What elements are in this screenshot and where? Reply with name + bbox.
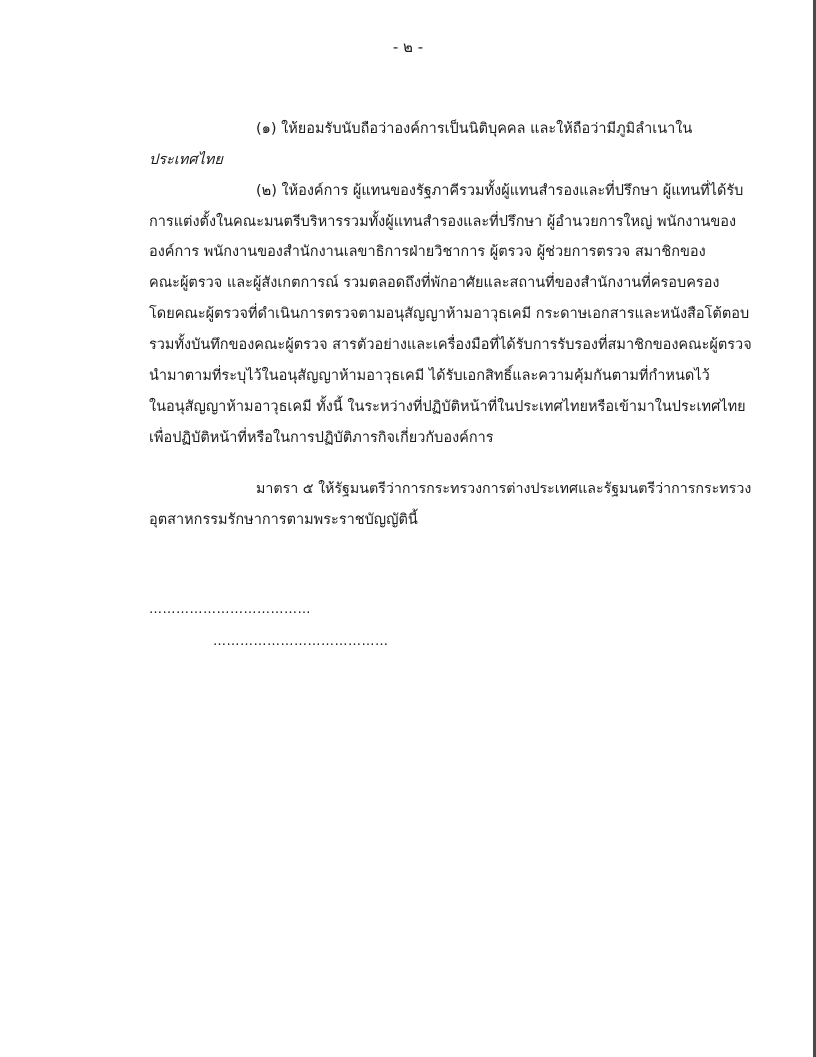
- clause-2-line-7: นำมาตามที่ระบุไว้ในอนุสัญญาห้ามอาวุธเคมี ได้รับเอกสิทธิ์และความคุ้มกันตามที่กำหนดไว้: [149, 368, 710, 384]
- clause-2-line-5: โดยคณะผู้ตรวจที่ดำเนินการตรวจตามอนุสัญญาห้ามอาวุธเคมี กระดาษเอกสารและหนังสือโต้ตอบ: [149, 306, 750, 322]
- page-number: - ๒ -: [392, 38, 424, 56]
- clause-2-line-3: องค์การ พนักงานของสำนักงานเลขาธิการฝ่ายวิชาการ ผู้ตรวจ ผู้ช่วยการตรวจ สมาชิกของ: [149, 244, 706, 260]
- clause-1-line-2: ประเทศไทย: [149, 152, 223, 168]
- name-dotted-line: …………………………………: [213, 634, 389, 649]
- clause-2-line-1: (๒) ให้องค์การ ผู้แทนของรัฐภาคีรวมทั้งผู้แทนสำรองและที่ปรึกษา ผู้แทนที่ได้รับ: [256, 183, 744, 199]
- section-5-line-2: อุตสาหกรรมรักษาการตามพระราชบัญญัตินี้: [149, 512, 418, 528]
- section-5-line-1: มาตรา ๕ ให้รัฐมนตรีว่าการกระทรวงการต่างประเทศและรัฐมนตรีว่าการกระทรวง: [256, 481, 752, 497]
- clause-2-line-6: รวมทั้งบันทึกของคณะผู้ตรวจ สารตัวอย่างและเครื่องมือที่ได้รับการรับรองที่สมาชิกของคณะผู้ตรวจ: [149, 337, 752, 353]
- clause-2-line-4: คณะผู้ตรวจ และผู้สังเกตการณ์ รวมตลอดถึงที่พักอาศัยและสถานที่ของสำนักงานที่ครอบครอง: [149, 275, 720, 291]
- clause-1-line-1: (๑) ให้ยอมรับนับถือว่าองค์การเป็นนิติบุคคล และให้ถือว่ามีภูมิลำเนาใน: [256, 121, 693, 137]
- signature-dotted-line: ………………………………: [149, 602, 311, 617]
- clause-2-line-2: การแต่งตั้งในคณะมนตรีบริหารรวมทั้งผู้แทนสำรองและที่ปรึกษา ผู้อำนวยการใหญ่ พนักงานของ: [149, 214, 737, 230]
- clause-2-line-8: ในอนุสัญญาห้ามอาวุธเคมี ทั้งนี้ ในระหว่างที่ปฏิบัติหน้าที่ในประเทศไทยหรือเข้ามาในประเทศไทย: [149, 399, 746, 415]
- clause-2-line-9: เพื่อปฏิบัติหน้าที่หรือในการปฏิบัติภารกิจเกี่ยวกับองค์การ: [149, 430, 494, 446]
